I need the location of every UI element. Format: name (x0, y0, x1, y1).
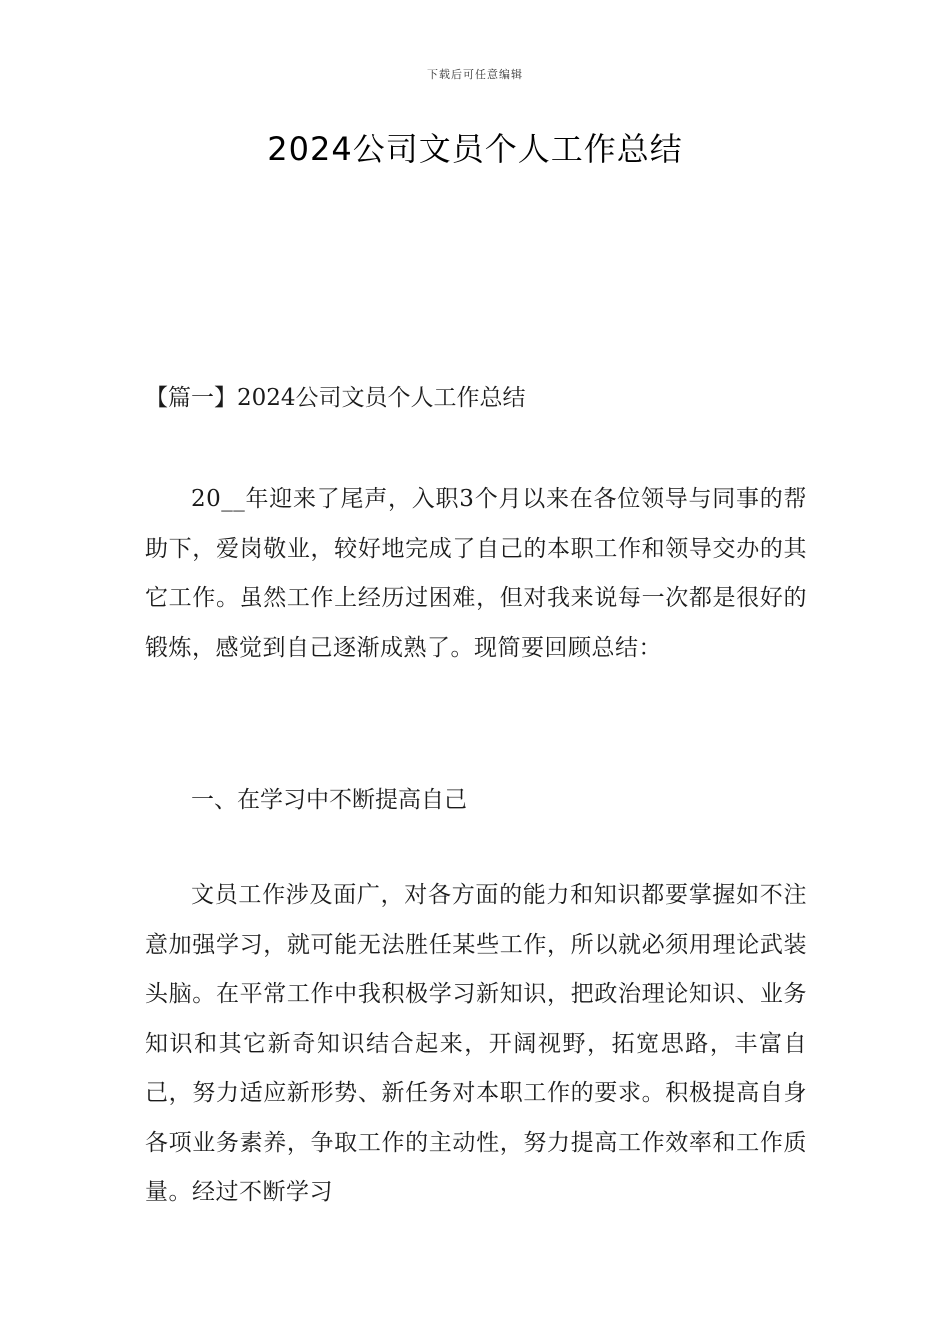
section-heading: 【篇一】2024公司文员个人工作总结 (145, 385, 526, 411)
header-note: 下载后可任意编辑 (427, 68, 523, 81)
document-title: 2024公司文员个人工作总结 (267, 130, 683, 168)
intro-paragraph: 20__年迎来了尾声，入职3个月以来在各位领导与同事的帮助下，爱岗敬业，较好地完成了自己的本职工作和领导交办的其它工作。虽然工作上经历过困难，但对我来说每一次都是很好的锻炼，感觉到自己逐渐成熟了。现简要回顾总结： (145, 486, 807, 661)
body-paragraph: 文员工作涉及面广，对各方面的能力和知识都要掌握如不注意加强学习，就可能无法胜任某些工作，所以就必须用理论武装头脑。在平常工作中我积极学习新知识，把政治理论知识、业务知识和其它新奇知识结合起来，开阔视野，拓宽思路，丰富自己，努力适应新形势、新任务对本职工作的要求。积极提高自身各项业务素养，争取工作的主动性，努力提高工作效率和工作质量。经过不断学习 (145, 882, 807, 1205)
subsection-heading: 一、在学习中不断提高自己 (191, 787, 467, 813)
